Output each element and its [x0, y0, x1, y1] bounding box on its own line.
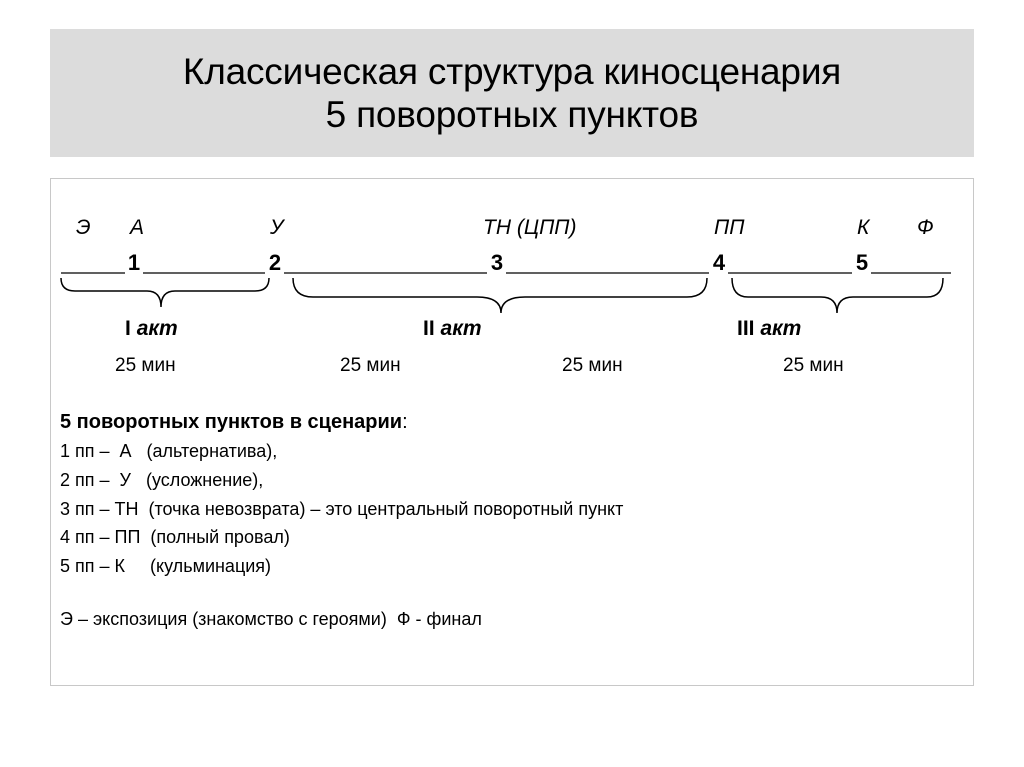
legend-note: Э – экспозиция (знакомство с героями) Ф - финал — [60, 608, 482, 629]
list-item: 4 пп – ПП (полный провал) — [60, 527, 290, 548]
turning-point-5: 5 — [855, 250, 869, 275]
label-complication: У — [270, 216, 284, 239]
title-banner — [50, 29, 974, 157]
label-finale: Ф — [917, 216, 934, 239]
label-full-failure: ПП — [714, 216, 745, 239]
title-line-1: Классическая структура киносценария — [182, 51, 842, 92]
timeline-diagram — [51, 179, 973, 339]
act-1-brace — [61, 278, 269, 307]
duration-3: 25 мин — [562, 355, 623, 376]
list-item: 3 пп – ТН (точка невозврата) – это центральный поворотный пункт — [60, 498, 624, 519]
act-1-label: I акт — [125, 317, 178, 340]
label-point-of-no-return: ТН (ЦПП) — [483, 216, 577, 239]
act-2-brace — [293, 278, 707, 313]
act-3-brace — [732, 278, 943, 313]
turning-point-3: 3 — [490, 250, 504, 275]
list-item: 1 пп – А (альтернатива), — [60, 441, 278, 461]
act-2-label: II акт — [423, 317, 482, 340]
duration-4: 25 мин — [783, 355, 844, 376]
content-panel — [50, 178, 974, 686]
act-3-label: III акт — [737, 317, 802, 340]
label-climax: К — [857, 216, 870, 239]
label-exposition: Э — [76, 216, 91, 239]
label-alternative: А — [130, 216, 145, 239]
duration-2: 25 мин — [340, 355, 401, 376]
turning-point-4: 4 — [712, 250, 726, 275]
turning-point-2: 2 — [268, 250, 282, 275]
list-heading: 5 поворотных пунктов в сценарии: — [60, 411, 408, 433]
duration-1: 25 мин — [115, 355, 176, 376]
list-item: 2 пп – У (усложнение), — [60, 469, 264, 490]
turning-point-1: 1 — [127, 250, 141, 275]
list-item: 5 пп – К (кульминация) — [60, 556, 272, 577]
title-line-2: 5 поворотных пунктов — [325, 94, 699, 135]
turning-points-list — [60, 407, 623, 634]
